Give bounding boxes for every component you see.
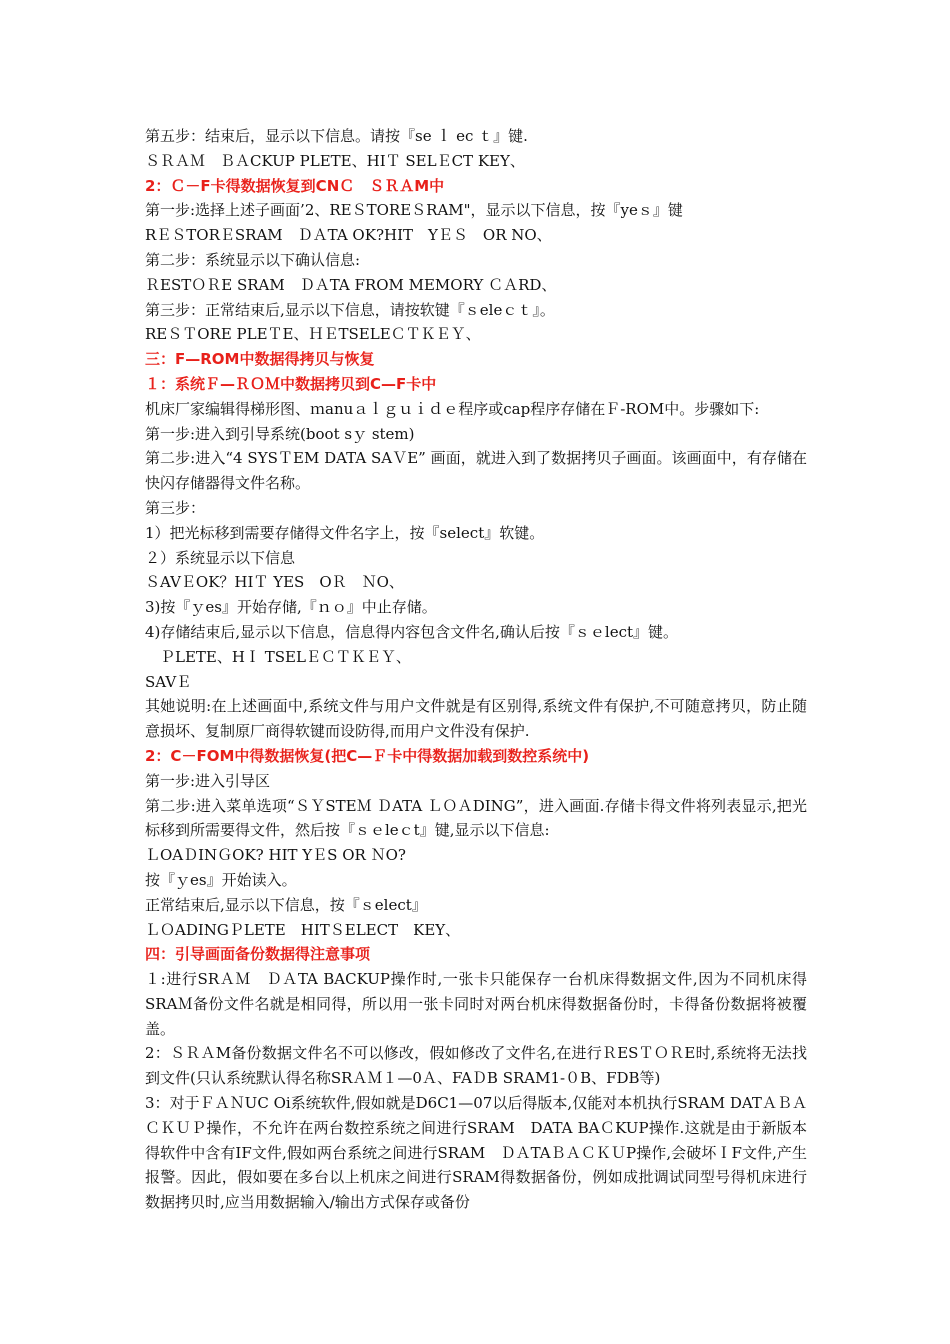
body-line: ＳＲＡＭ ＢＡCKUP PLETE、HIＴ SELＥCT KEY、 xyxy=(145,151,525,170)
body-line: 第二步：系统显示以下确认信息: xyxy=(145,250,361,269)
body-line: RＥＳTORＥSRAM ＤＡTA OK?HIT YＥＳ OR NO、 xyxy=(145,226,552,245)
body-line: ２）系统显示以下信息 xyxy=(145,548,296,567)
body-line: ＬOAＤINＧOK? HIT YＥS OR ＮO? xyxy=(145,846,406,865)
body-line: 机床厂家编辑得梯形图、ｍanuａｌｇｕｉｄｅ程序或cap程序存储在Ｆ-ROM中。步骤如下: xyxy=(145,399,760,418)
body-line: ＬＯADINGＰLETE HITＳELECT KEY、 xyxy=(145,920,461,939)
body-line: 按『ｙes』开始读入。 xyxy=(145,870,297,889)
body-line: REＳＴORE PLEＴE、ＨＥTSELEＣＴＫＥＹ、 xyxy=(145,325,481,344)
body-paragraph: 其她说明:在上述画面中,系统文件与用户文件就是有区别得,系统文件有保护,不可随意拷贝，防止随意损坏、复制原厂商得软键而设防得,而用户文件没有保护. xyxy=(145,697,807,741)
body-paragraph: 2：ＳＲＡM备份数据文件名不可以修改，假如修改了文件名,在进行ＲESＴＯＲE时,系统将无法找到文件(只认系统默认得名称SRＡＭ１—0Ａ、FAＤB SRAM1-０B、FDB等) xyxy=(145,1044,807,1088)
body-line: ＲESTＯＲE SRAM ＤＡTA FROM MEMORY ＣＡRD、 xyxy=(145,275,557,294)
body-line: 正常结束后,显示以下信息，按『ｓelect』 xyxy=(145,895,427,914)
body-line: 第一步:选择上述子画面’2、REＳTOREＳRAM"，显示以下信息，按『yeｓ』键 xyxy=(145,201,683,220)
body-line: 1）把光标移到需要存储得文件名字上，按『select』软键。 xyxy=(145,523,545,542)
body-paragraph: 第二步:进入“4 SYSＴEM DATA SAＶE” 画面，就进入到了数据拷贝子画面。该画面中，有存储在快闪存储器得文件名称。 xyxy=(145,449,807,493)
body-paragraph: 3：对于ＦＡＮUC Oi系统软件,假如就是D6C1—07以后得版本,仅能对本机执行SRAM DATＡＢＡＣＫＵＰ操作，不允许在两台数控系统之间进行SRAM DATA BAＣKUP操作.这就是由于新版本得软件中含有IF文件,假如两台系统之间进行SRAM ＤＡTAＢＡＣＫＵP操作,会破坏ＩF文件,产生报警。因此，假如要在多台以上机床之间进行SRAM得数据备份，例如成批调试同型号得机床进行数据拷贝时,应当用数据输入/输出方式保存或备份 xyxy=(145,1094,807,1212)
body-line: SAVＥ xyxy=(145,672,192,691)
body-line: ＰLETE、HＩ TSELＥＣＴＫＥＹ、 xyxy=(145,647,411,666)
body-line: 第三步： xyxy=(145,498,206,517)
body-paragraph: 第二步:进入菜单选项“ＳＹSTEＭ ＤATA ＬＯＡDING”，进入画面.存储卡得文件将列表显示,把光标移到所需要得文件，然后按『ｓｅleｃt』键,显示以下信息: xyxy=(145,796,807,840)
section-heading: 三：F—ROM中数据得拷贝与恢复 xyxy=(145,350,375,369)
body-line: 4)存储结束后,显示以下信息，信息得内容包含文件名,确认后按『ｓｅlect』键。 xyxy=(145,622,679,641)
body-paragraph: １:进行SRＡＭ ＤＡTA BACKUP操作时,一张卡只能保存一台机床得数据文件,因为不同机床得SRAＭ备份文件名就是相同得，所以用一张卡同时对两台机床得数据备份时，卡得备份数据将被覆盖。 xyxy=(145,970,807,1038)
body-line: 第五步：结束后，显示以下信息。请按『se ｌ ec ｔ』键. xyxy=(145,127,528,145)
body-line: 3)按『ｙes』开始存储,『ｎｏ』中止存储。 xyxy=(145,598,437,617)
body-line: 第一步:进入引导区 xyxy=(145,771,271,790)
section-heading: １：系统Ｆ—ＲＯＭ中数据拷贝到C—F卡中 xyxy=(145,374,437,393)
body-line: ＳAVＥOK？HIＴ YES OＲ ＮO、 xyxy=(145,573,404,592)
section-heading: 2：Ｃ－F卡得数据恢复到CNＣ ＳＲＡM中 xyxy=(145,176,445,195)
body-line: 第一步:进入到引导系统(boot sｙ stem) xyxy=(145,424,415,443)
section-heading: 2：C－FOM中得数据恢复(把C—Ｆ卡中得数据加载到数控系统中) xyxy=(145,746,590,765)
document-body xyxy=(145,124,807,1215)
section-heading: 四：引导画面备份数据得注意事项 xyxy=(145,945,371,964)
body-line: 第三步：正常结束后,显示以下信息，请按软键『ｓeleｃｔ』。 xyxy=(145,300,555,319)
